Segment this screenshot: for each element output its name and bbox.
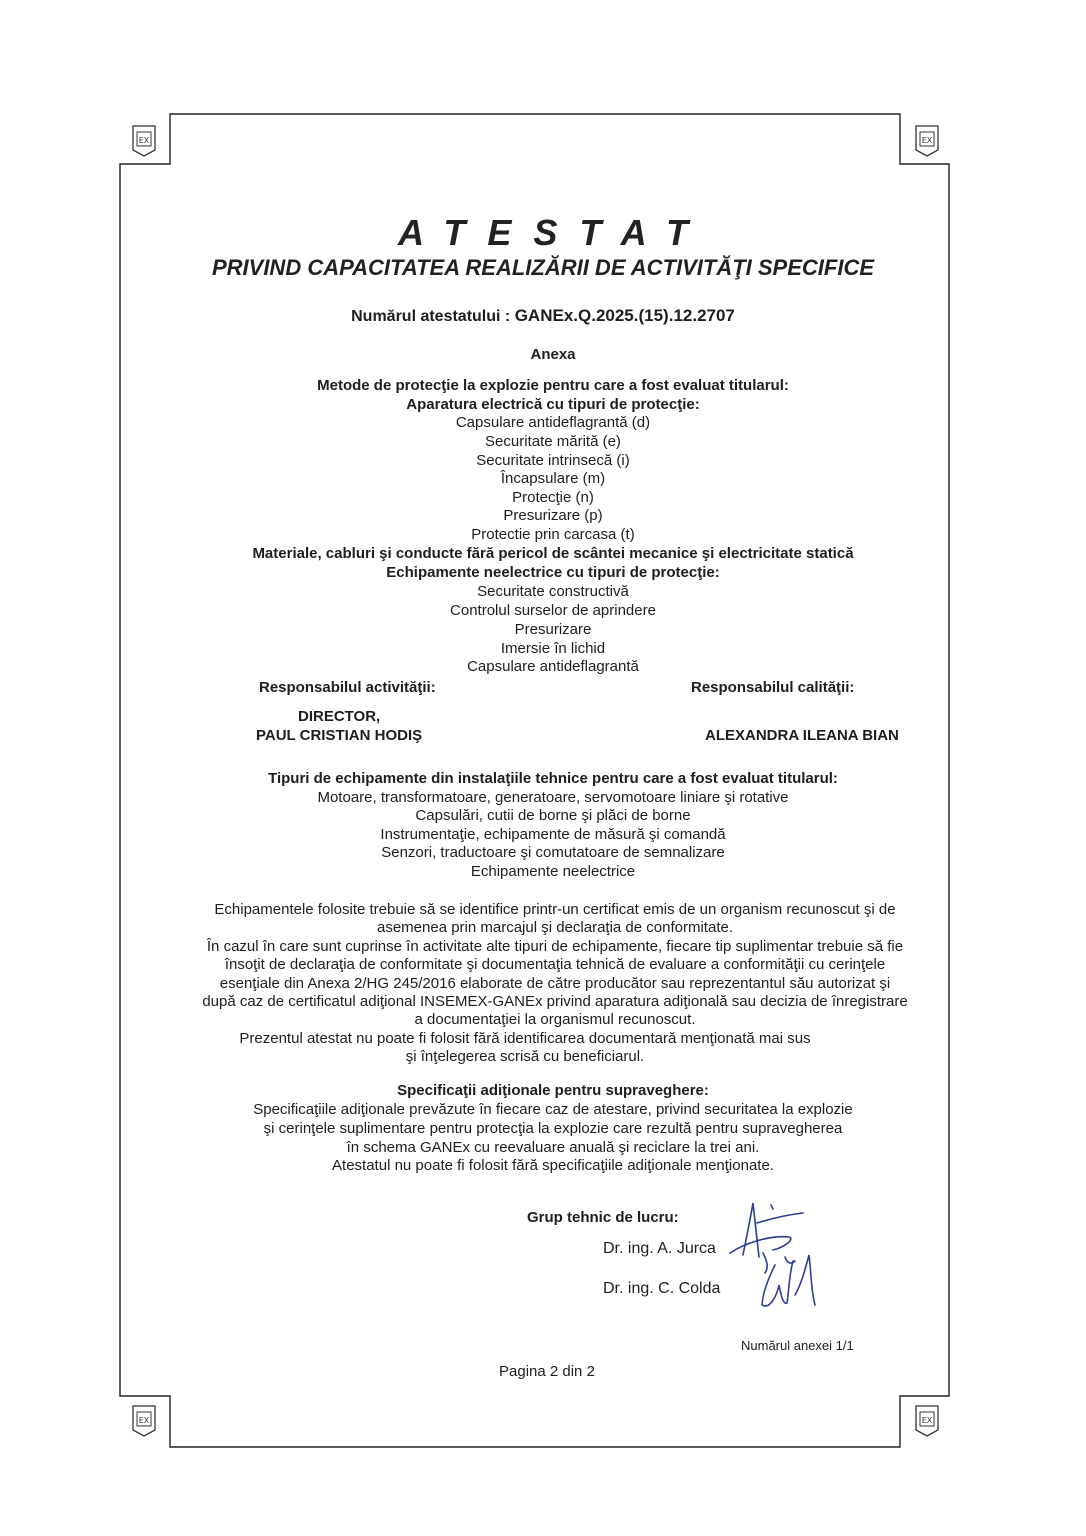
list-item: Încapsulare (m): [500, 470, 606, 487]
ex-logo-text: EX: [138, 1416, 150, 1425]
ex-logo-text: EX: [921, 136, 933, 145]
working-group-member: Dr. ing. C. Colda: [603, 1280, 721, 1297]
activity-responsible-label: Responsabilul activităţii:: [259, 679, 436, 696]
nonelectrical-heading: Echipamente neelectrice cu tipuri de protecţie:: [386, 564, 720, 581]
list-item: Protecţie (n): [512, 489, 594, 506]
certificate-number-value: GANEx.Q.2025.(15).12.2707: [514, 306, 735, 325]
working-group-member: Dr. ing. A. Jurca: [603, 1240, 716, 1257]
annex-number: Numărul anexei 1/1: [741, 1338, 854, 1353]
ex-logo-icon: [914, 124, 940, 158]
quality-responsible-label: Responsabilul calităţii:: [691, 679, 855, 696]
ex-logo-text: EX: [921, 1416, 933, 1425]
document-title: ATESTAT: [398, 212, 710, 253]
paragraph-line: şi cerinţele suplimentare pentru protecţia la explozie care rezultă pentru supravegherea: [263, 1120, 843, 1137]
list-item: Controlul surselor de aprindere: [450, 602, 656, 619]
methods-heading: Metode de protecţie la explozie pentru care a fost evaluat titularul:: [317, 377, 789, 394]
paragraph-line: după caz de certificatul adiţional INSEMEX-GANEx privind aparatura adiţională sau decizia de înregistrare: [202, 993, 908, 1011]
list-item: Securitate intrinsecă (i): [476, 452, 630, 469]
annex-heading: Anexa: [530, 346, 576, 363]
activity-responsible-role: DIRECTOR,: [298, 708, 381, 725]
list-item: Capsulări, cutii de borne şi plăci de borne: [415, 807, 691, 824]
list-item: Motoare, transformatoare, generatoare, servomotoare liniare şi rotative: [317, 789, 789, 806]
ex-logo-icon: [914, 1404, 940, 1438]
ex-logo-icon: [131, 1404, 157, 1438]
quality-responsible-name: ALEXANDRA ILEANA BIAN: [705, 727, 899, 744]
activity-responsible-name: PAUL CRISTIAN HODIŞ: [256, 727, 423, 744]
paragraph-line: În cazul în care sunt cuprinse în activitate alte tipuri de echipamente, fiecare tip suplimentar trebuie să fie: [206, 937, 904, 955]
surveillance-heading: Specificaţii adiţionale pentru supraveghere:: [397, 1082, 709, 1099]
validity-paragraph: [140, 1030, 910, 1067]
document-subtitle: PRIVIND CAPACITATEA REALIZĂRII DE ACTIVITĂŢI SPECIFICE: [211, 255, 875, 280]
list-item: Securitate mărită (e): [485, 433, 621, 450]
paragraph-line: Specificaţiile adiţionale prevăzute în fiecare caz de atestare, privind securitatea la explozie: [253, 1101, 853, 1118]
list-item: Protectie prin carcasa (t): [471, 526, 635, 543]
working-group-label: Grup tehnic de lucru:: [527, 1209, 679, 1226]
list-item: Instrumentaţie, echipamente de măsură şi comandă: [380, 826, 726, 843]
paragraph-line: Prezentul atestat nu poate fi folosit fără identificarea documentară menţionată mai sus: [239, 1030, 811, 1047]
paragraph-line: şi înţelegerea scrisă cu beneficiarul.: [405, 1048, 645, 1066]
paragraph-line: esenţiale din Anexa 2/HG 245/2016 elaborate de către producător sau reprezentantul său autorizat şi: [219, 974, 891, 992]
ex-logo-icon: [131, 124, 157, 158]
list-item: Capsulare antideflagrantă (d): [455, 414, 651, 431]
list-item: Presurizare (p): [503, 507, 603, 524]
certificate-number-label: Numărul atestatului :: [351, 308, 511, 325]
paragraph-line: asemenea prin marcajul şi declaraţia de conformitate.: [376, 919, 733, 937]
electrical-heading: Aparatura electrică cu tipuri de protecţie:: [406, 396, 700, 413]
paragraph-line: a documentaţiei la organismul recunoscut.: [414, 1011, 696, 1029]
materials-heading: Materiale, cabluri şi conducte fără pericol de scântei mecanice şi electricitate statică: [252, 545, 854, 562]
paragraph-line: în schema GANEx cu reevaluare anuală şi reciclare la trei ani.: [346, 1139, 760, 1156]
equipment-heading: Tipuri de echipamente din instalaţiile tehnice pentru care a fost evaluat titularul:: [268, 770, 838, 787]
certificate-number-line: [0, 306, 1086, 326]
conditions-paragraph: [140, 901, 970, 1030]
list-item: Senzori, traductoare şi comutatoare de semnalizare: [381, 844, 725, 861]
paragraph-line: însoţit de declaraţia de conformitate şi documentaţia tehnică de evaluare a conformităţii cu cerinţele: [224, 956, 886, 974]
paragraph-line: Echipamentele folosite trebuie să se identifice printr-un certificat emis de un organism recunoscut şi de: [214, 901, 896, 918]
page-number: Pagina 2 din 2: [499, 1363, 595, 1380]
signature-image: [715, 1195, 830, 1325]
list-item: Securitate constructivă: [477, 583, 629, 600]
list-item: Capsulare antideflagrantă: [467, 658, 639, 675]
list-item: Imersie în lichid: [500, 640, 606, 657]
ex-logo-text: EX: [138, 136, 150, 145]
list-item: Presurizare: [514, 621, 592, 638]
paragraph-line: Atestatul nu poate fi folosit fără specificaţiile adiţionale menţionate.: [332, 1157, 774, 1174]
list-item: Echipamente neelectrice: [470, 863, 636, 880]
